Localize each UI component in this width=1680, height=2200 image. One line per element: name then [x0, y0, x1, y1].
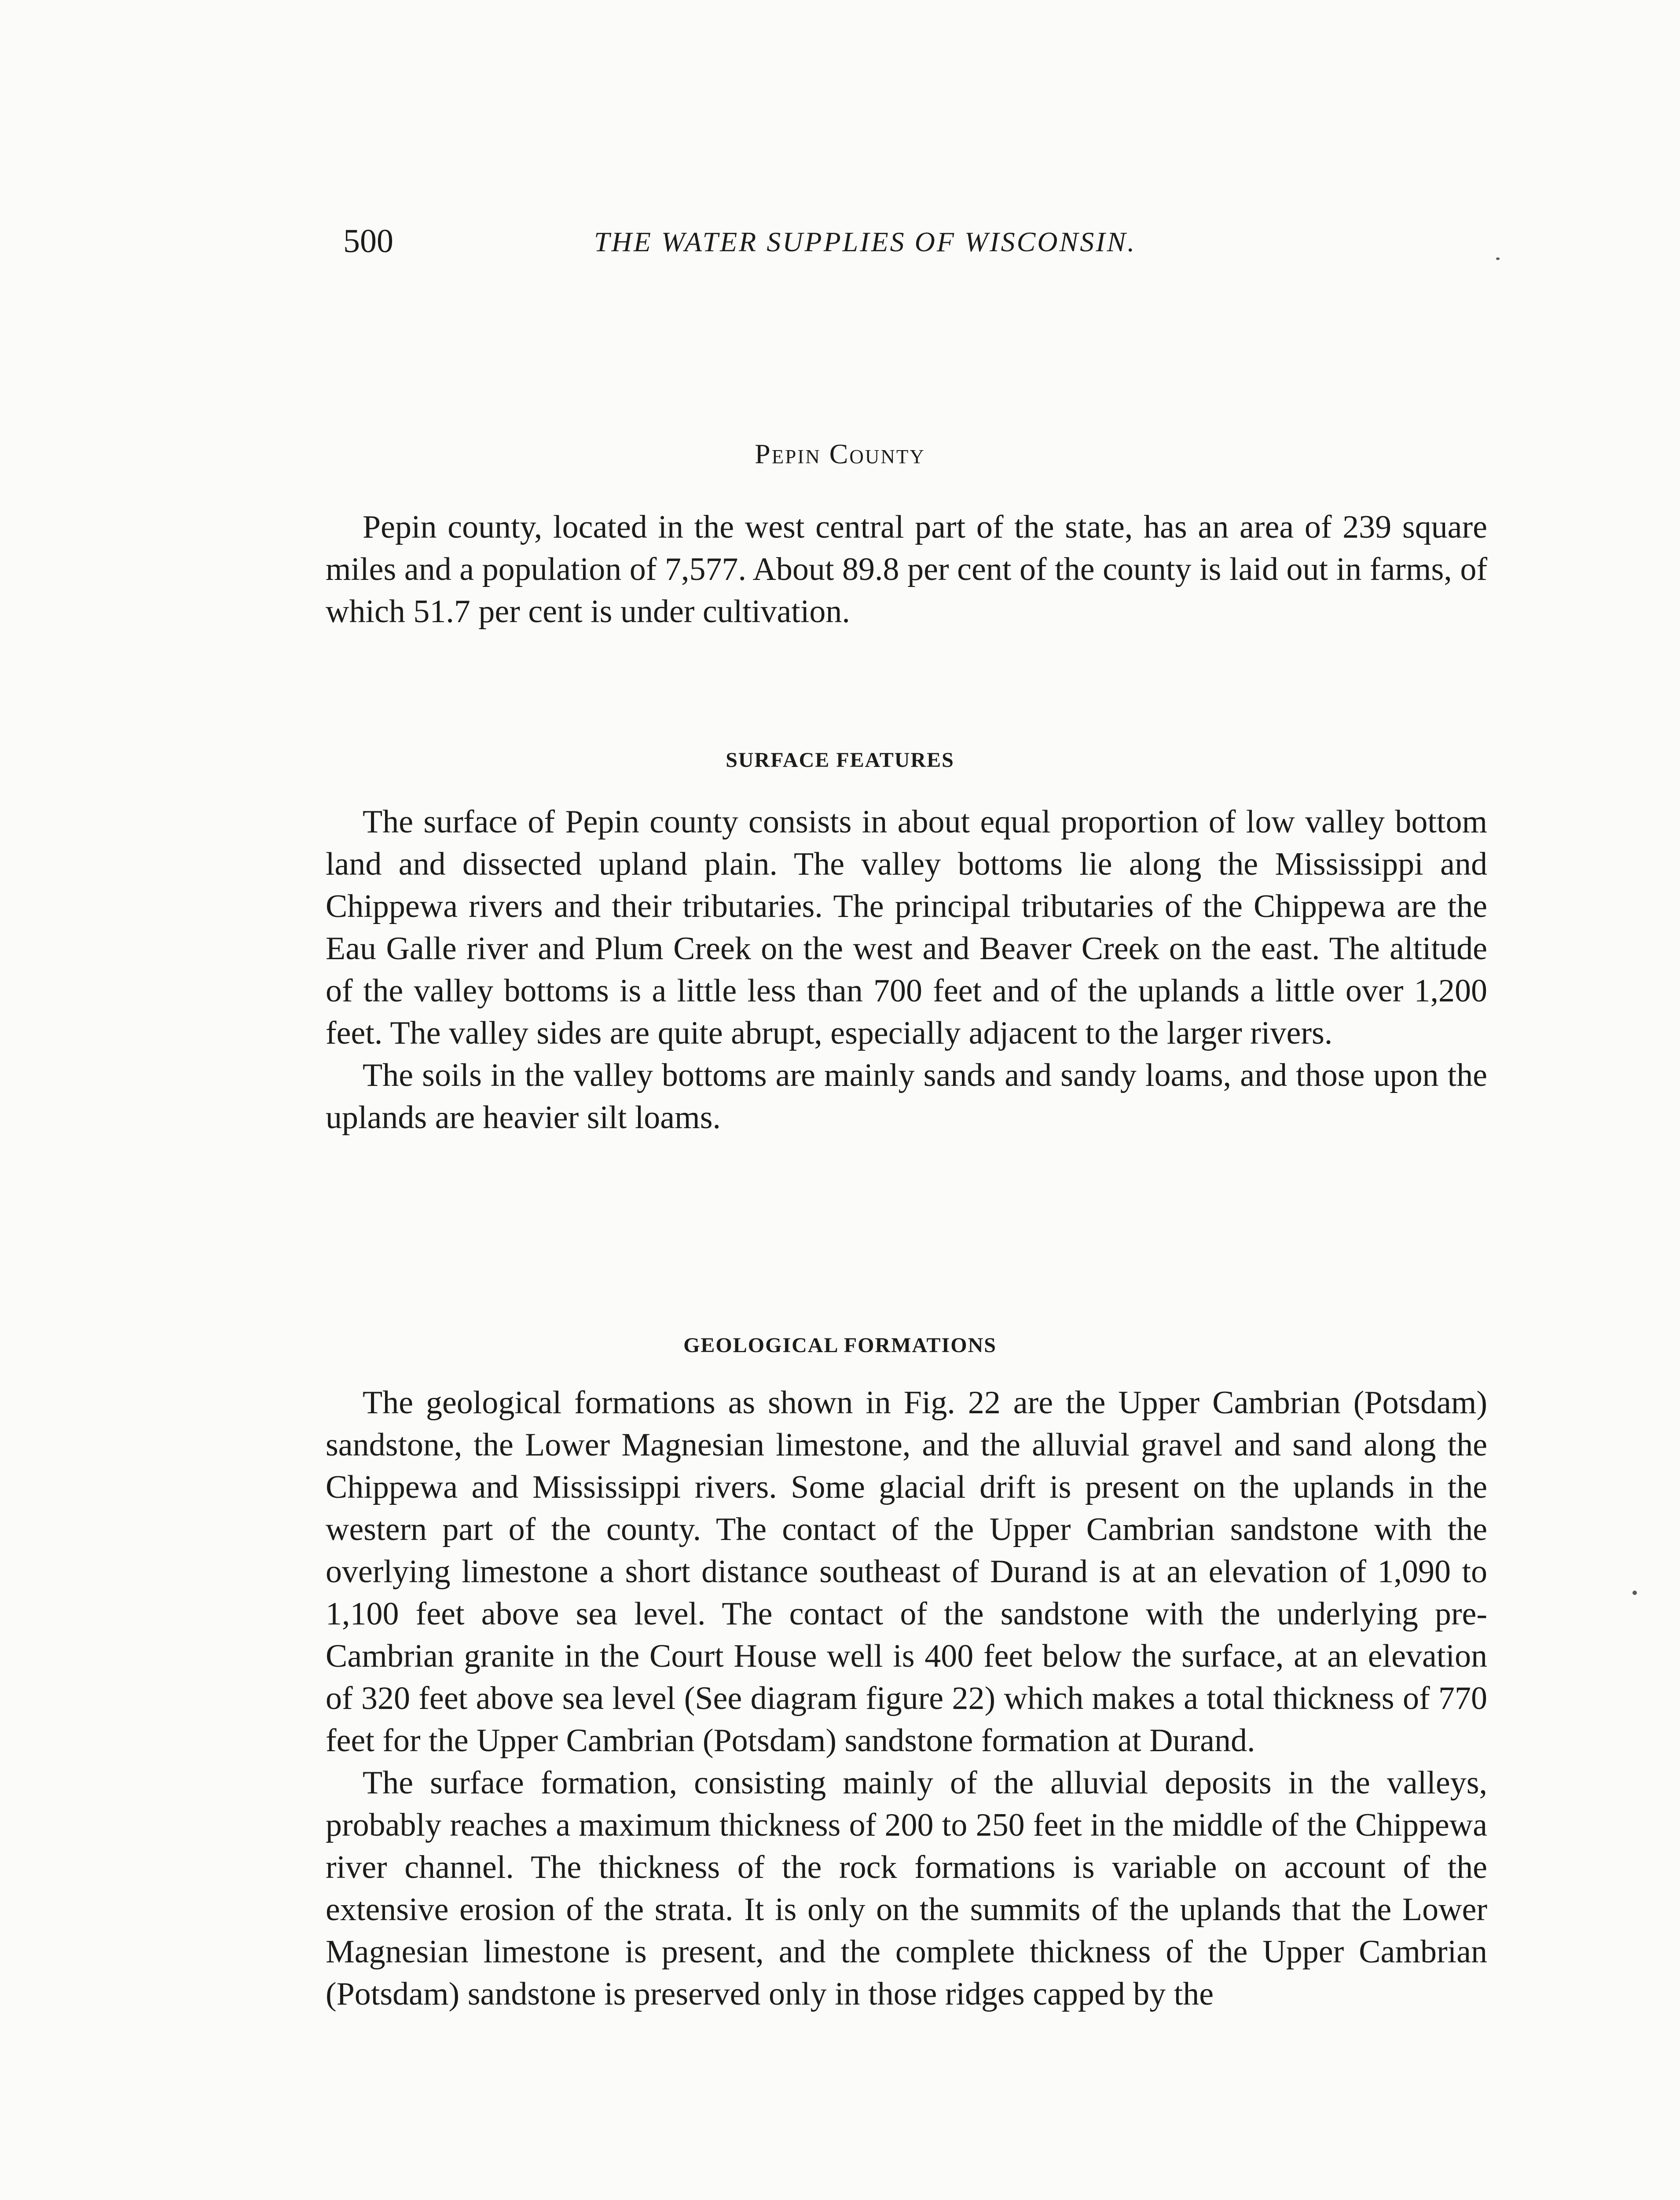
scan-speck — [1496, 257, 1500, 260]
geological-formations-heading: GEOLOGICAL FORMATIONS — [683, 1334, 997, 1357]
running-title: THE WATER SUPPLIES OF WISCONSIN. — [594, 226, 1137, 257]
surface-features-heading: SURFACE FEATURES — [726, 748, 954, 772]
geological-formations-section — [326, 1382, 1487, 2015]
surface-features-section — [326, 801, 1487, 1139]
scan-speck — [1632, 1591, 1637, 1595]
intro-section — [326, 506, 1487, 633]
intro-paragraph: Pepin county, located in the west central part of the state, has an area of 239 square miles and a population of 7,577. About 89.8 per cent of the county is laid out in farms, of which 51.7 per cent is under cultivation. — [326, 509, 1487, 630]
geological-formations-paragraph-2: The surface formation, consisting mainly of the alluvial deposits in the valleys, probably reaches a maximum thickness of 200 to 250 feet in the middle of the Chippewa river channel. The thickness of the rock formations is variable on account of the extensive erosion of the strata. It is only on the summits of the uplands that the Lower Magnesian limestone is present, and the complete thickness of the Upper Cambrian (Potsdam) sandstone is preserved only in those ridges capped by the — [326, 1765, 1487, 2012]
running-head — [343, 222, 1496, 275]
page-number: 500 — [343, 223, 393, 260]
county-title: Pepin County — [755, 438, 925, 469]
surface-features-paragraph-1: The surface of Pepin county consists in about equal proportion of low valley bottom land and dissected upland plain. The valley bottoms lie along the Mississippi and Chippewa rivers and their tributaries. The principal tributaries of the Chippewa are the Eau Galle river and Plum Creek on the west and Beaver Creek on the east. The altitude of the valley bottoms is a little less than 700 feet and of the uplands a little over 1,200 feet. The valley sides are quite abrupt, especially adjacent to the larger rivers. — [326, 804, 1487, 1051]
surface-features-paragraph-2: The soils in the valley bottoms are mainly sands and sandy loams, and those upon the uplands are heavier silt loams. — [326, 1057, 1487, 1136]
geological-formations-paragraph-1: The geological formations as shown in Fig. 22 are the Upper Cambrian (Potsdam) sandstone, the Lower Magnesian limestone, and the alluvial gravel and sand along the Chippewa and Mississippi rivers. Some glacial drift is present on the uplands in the western part of the county. The contact of the Upper Cambrian sandstone with the overlying limestone a short distance southeast of Durand is at an elevation of 1,090 to 1,100 feet above sea level. The contact of the sandstone with the underlying pre-Cambrian granite in the Court House well is 400 feet below the surface, at an elevation of 320 feet above sea level (See diagram figure 22) which makes a total thickness of 770 feet for the Upper Cambrian (Potsdam) sandstone formation at Durand. — [326, 1385, 1487, 1759]
